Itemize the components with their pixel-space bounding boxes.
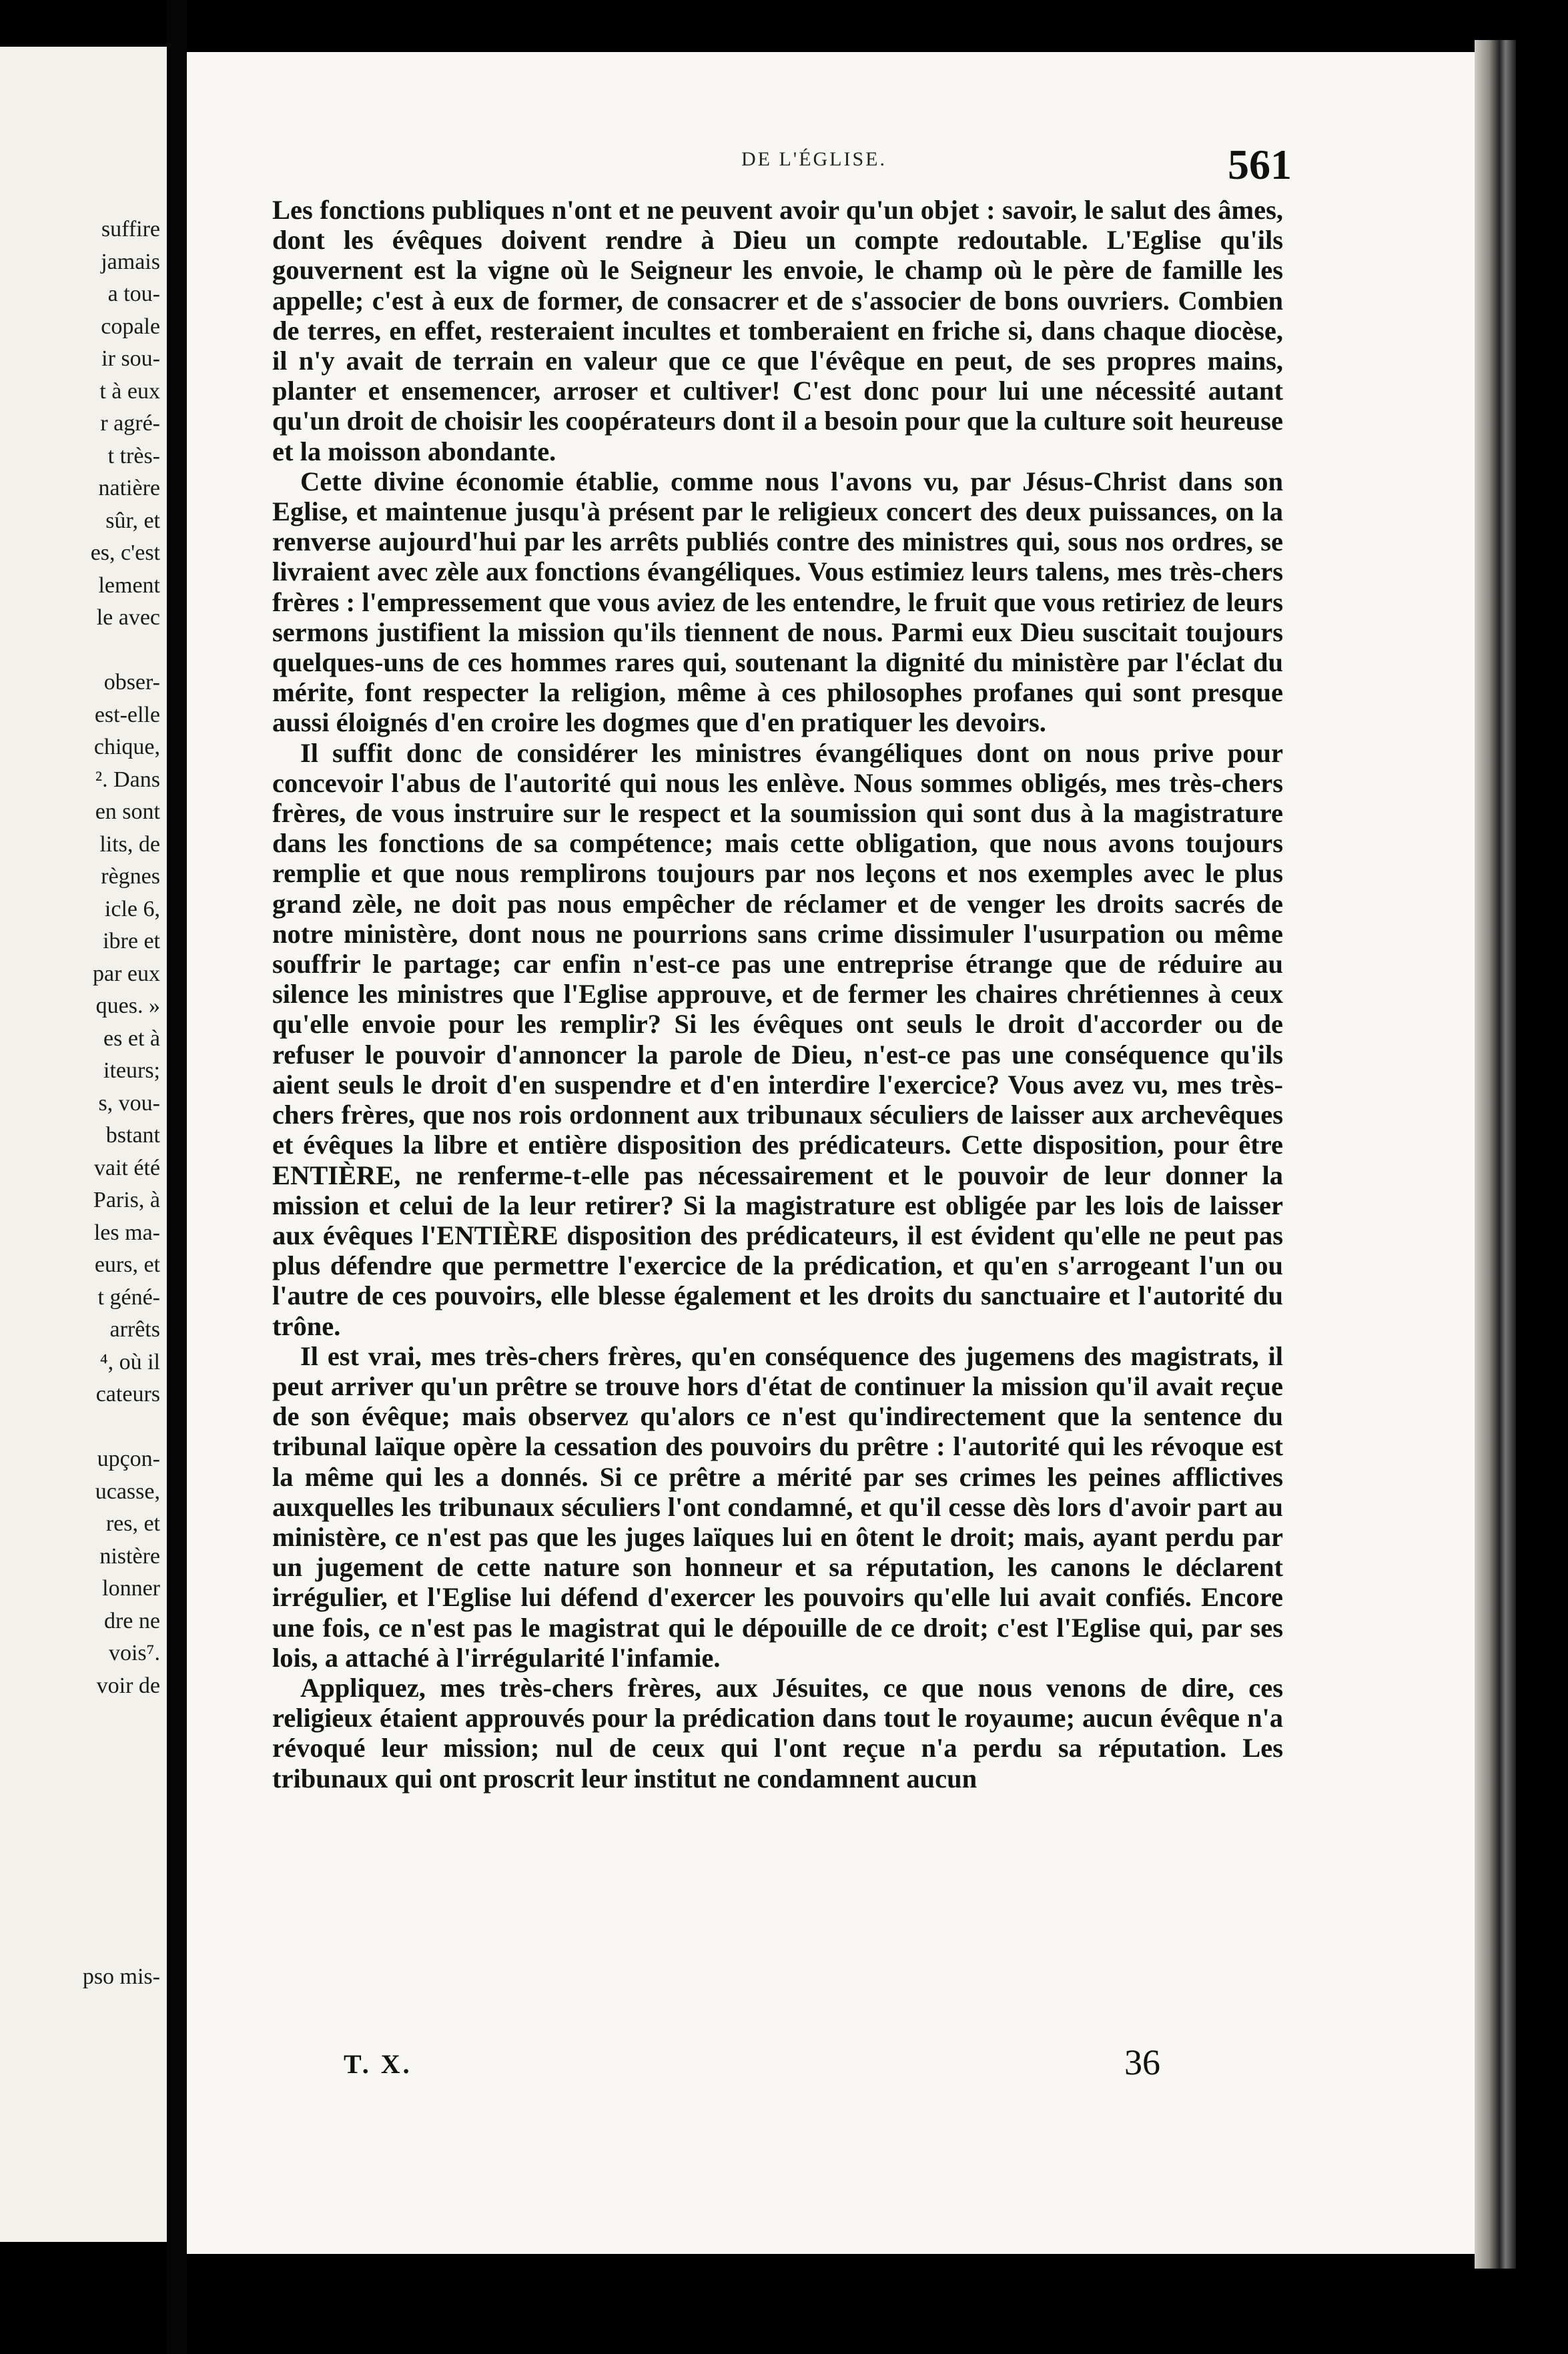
left-page-line: copale [101, 314, 160, 339]
left-page-line: ibre et [103, 929, 160, 953]
left-page-line [0, 1767, 160, 1800]
left-page-line: est-elle [94, 702, 160, 727]
left-page-line: t géné- [97, 1284, 160, 1310]
left-page-line: r agré- [100, 411, 160, 436]
left-page-line: ⁴, où il [99, 1349, 160, 1375]
left-page-line [0, 635, 160, 667]
body-text [272, 195, 1283, 1794]
left-page-line: t très- [107, 443, 160, 468]
left-page-line: s, vou- [98, 1090, 160, 1116]
left-page-line: jamais [101, 249, 160, 274]
left-page-line [0, 1735, 160, 1768]
left-page-line: t à eux [99, 378, 160, 404]
left-page-line: ucasse, [95, 1479, 160, 1504]
left-page-line: vait été [93, 1155, 160, 1180]
left-page-line [0, 1864, 160, 1897]
left-page-line: dre ne [103, 1608, 160, 1633]
left-page-line [0, 1929, 160, 1962]
page-number: 561 [1228, 141, 1292, 188]
left-page-line: règnes [101, 864, 160, 889]
left-page-line: a tou- [107, 282, 160, 306]
left-page-line: lits, de [99, 831, 160, 857]
left-page-line: cateurs [95, 1382, 160, 1407]
left-page-line: es et à [103, 1026, 160, 1051]
left-page-line: eurs, et [94, 1252, 160, 1277]
left-page-line: Paris, à [93, 1188, 160, 1212]
left-page-line: lonner [102, 1576, 160, 1601]
left-page-line: suffire [101, 217, 160, 242]
left-page-line [0, 1832, 160, 1864]
left-page-fragment [0, 47, 167, 2242]
left-page-line: le avec [96, 605, 160, 630]
left-page-line: iteurs; [103, 1058, 160, 1083]
book-gutter [167, 0, 187, 2354]
left-page-text [0, 214, 160, 1994]
left-page-line: sûr, et [105, 508, 160, 533]
left-page-line [0, 1800, 160, 1832]
left-page-line: chique, [93, 735, 160, 759]
left-page-line: les ma- [93, 1220, 160, 1245]
paragraph: Les fonctions publiques n'ont et ne peuvent avoir qu'un objet : savoir, le salut des âmes, dont les évêques doivent rendre à Dieu un compte redoutable. L'Eglise qu'ils gouvernent est la vigne où le Seigneur les envoie, le champ où le père de famille les appelle; c'est à eux de former, de consacrer et de s'associer de bons ouvriers. Combien de terres, en effet, resteraient incultes et tomberaient en friche si, dans chaque diocèse, il n'y avait de terrain en valeur que ce que l'évêque en peut, de ses propres mains, planter et ensemencer, arroser et cultiver! C'est donc pour lui une nécessité autant qu'un droit de choisir les coopérateurs dont il a besoin pour que la culture soit heureuse et la moisson abondante. [272, 195, 1283, 466]
left-page-line: voir de [96, 1673, 160, 1698]
left-page-line: nistère [99, 1543, 160, 1569]
left-page-line: icle 6, [104, 896, 160, 921]
paragraph: Il suffit donc de considérer les ministres évangéliques dont on nous prive pour concevoir l'abus de l'autorité qui nous les enlève. Nous sommes obligés, mes très-chers frères, de vous instruire sur le respect et la soumission qui sont dus à la magistrature dans les fonctions de sa compétence; mais cette obligation, que nous avons toujours remplie et que nous remplirons toujours par nos leçons et nos exemples avec le plus grand zèle, ne doit pas nous empêcher de réclamer et de venger les droits sacrés de notre ministère, dont nous ne pourrions sans crime dissimuler l'usurpation ou même souffrir le partage; car enfin n'est-ce pas une entreprise étrange que de réduire au silence les ministres que l'Eglise approuve, et de fermer les chaires chrétiennes à ceux qu'elle envoie pour les remplir? Si les évêques ont seuls le droit d'accorder ou de refuser le pouvoir d'annoncer la parole de Dieu, n'est-ce pas une conséquence qu'ils aient seuls le droit d'en suspendre et d'en interdire l'exercice? Vous avez vu, mes très-chers frères, que nos rois ordonnent aux tribunaux séculiers de laisser aux archevêques et évêques la libre et entière disposition des prédicateurs. Cette disposition, pour être ENTIÈRE, ne renferme-t-elle pas nécessairement et le pouvoir de leur donner la mission et celui de la leur retirer? Si la magistrature est obligée par les lois de laisser aux évêques l'ENTIÈRE disposition des prédicateurs, il est évident qu'elle ne peut pas plus défendre que permettre l'exercice de la prédication, et qu'en s'arrogeant l'un ou l'autre de ces pouvoirs, elle blesse également et les droits du sanctuaire et l'autorité du trône. [272, 737, 1283, 1341]
left-page-line [0, 1896, 160, 1929]
left-page-line: en sont [95, 799, 160, 824]
left-page-line: res, et [105, 1511, 160, 1536]
left-page-line: ques. » [95, 994, 160, 1018]
left-page-line: vois⁷. [108, 1641, 160, 1665]
left-page-line: arrêts [109, 1317, 160, 1342]
paragraph: Il est vrai, mes très-chers frères, qu'en conséquence des jugemens des magistrats, il peut arriver qu'un prêtre se trouve hors d'état de continuer la mission qu'il avait reçue de son évêque; mais observez qu'alors ce n'est qu'indirectement que la sentence du tribunal laïque opère la cessation des pouvoirs du prêtre : l'autorité qui les révoque est la même qui les a donnés. Si ce prêtre a mérité par ses crimes les peines afflictives auxquelles les tribunaux séculiers l'ont condamné, et qu'il cesse dès lors d'avoir part au ministère, ce n'est pas que les juges laïques lui en ôtent le droit; mais, ayant perdu par un jugement de cette nature son honneur et sa réputation, les canons le déclarent irrégulier, et l'Eglise lui défend d'exercer les pouvoirs qu'elle lui avait confiés. Encore une fois, ce n'est pas le magistrat qui le dépouille de ce droit; c'est l'Eglise qui, par ses lois, a attaché à l'irrégularité l'infamie. [272, 1340, 1283, 1673]
left-page-line: bstant [105, 1123, 160, 1148]
running-head: DE L'ÉGLISE. [741, 148, 887, 170]
left-page-line: es, c'est [90, 540, 160, 565]
sheet-number: 36 [1124, 2042, 1160, 2082]
paragraph: Appliquez, mes très-chers frères, aux Jésuites, ce que nous venons de dire, ces religieux étaient approuvés pour la prédication dans tout le royaume; aucun évêque n'a révoqué leur mission; nul de ceux qui l'ont reçue n'a perdu sa réputation. Les tribunaux qui ont proscrit leur institut ne condamnent aucun [272, 1672, 1283, 1794]
left-page-line: natière [98, 476, 160, 500]
left-page-line [0, 1411, 160, 1444]
left-page-line [0, 1702, 160, 1735]
left-page-line: upçon- [97, 1447, 160, 1471]
left-page-line: par eux [92, 961, 160, 986]
paragraph: Cette divine économie établie, comme nous l'avons vu, par Jésus-Christ dans son Eglise, et maintenue jusqu'à présent par le religieux concert des deux puissances, on la renverse aujourd'hui par les arrêts publiés contre des ministres qui, sous nos ordres, se livraient avec zèle aux fonctions évangéliques. Vous estimiez leurs talens, mes très-chers frères : l'empressement que vous aviez de les entendre, le fruit que vous retiriez de leurs sermons justifient la mission qu'ils tiennent de nous. Parmi eux Dieu suscitait toujours quelques-uns de ces hommes rares qui, soutenant la dignité du ministère par l'éclat du mérite, font respecter la religion, même à ces philosophes profanes qui sont presque aussi éloignés d'en croire les dogmes que d'en pratiquer les devoirs. [272, 466, 1283, 738]
left-page-line: obser- [103, 670, 160, 695]
signature-mark: T. X. [344, 2049, 412, 2079]
left-page-line: lement [98, 572, 160, 598]
left-page-line: ². Dans [95, 767, 160, 792]
page-edge [1475, 40, 1516, 2269]
left-page-line: ir sou- [101, 346, 160, 371]
left-page-line: pso mis- [82, 1964, 160, 1989]
